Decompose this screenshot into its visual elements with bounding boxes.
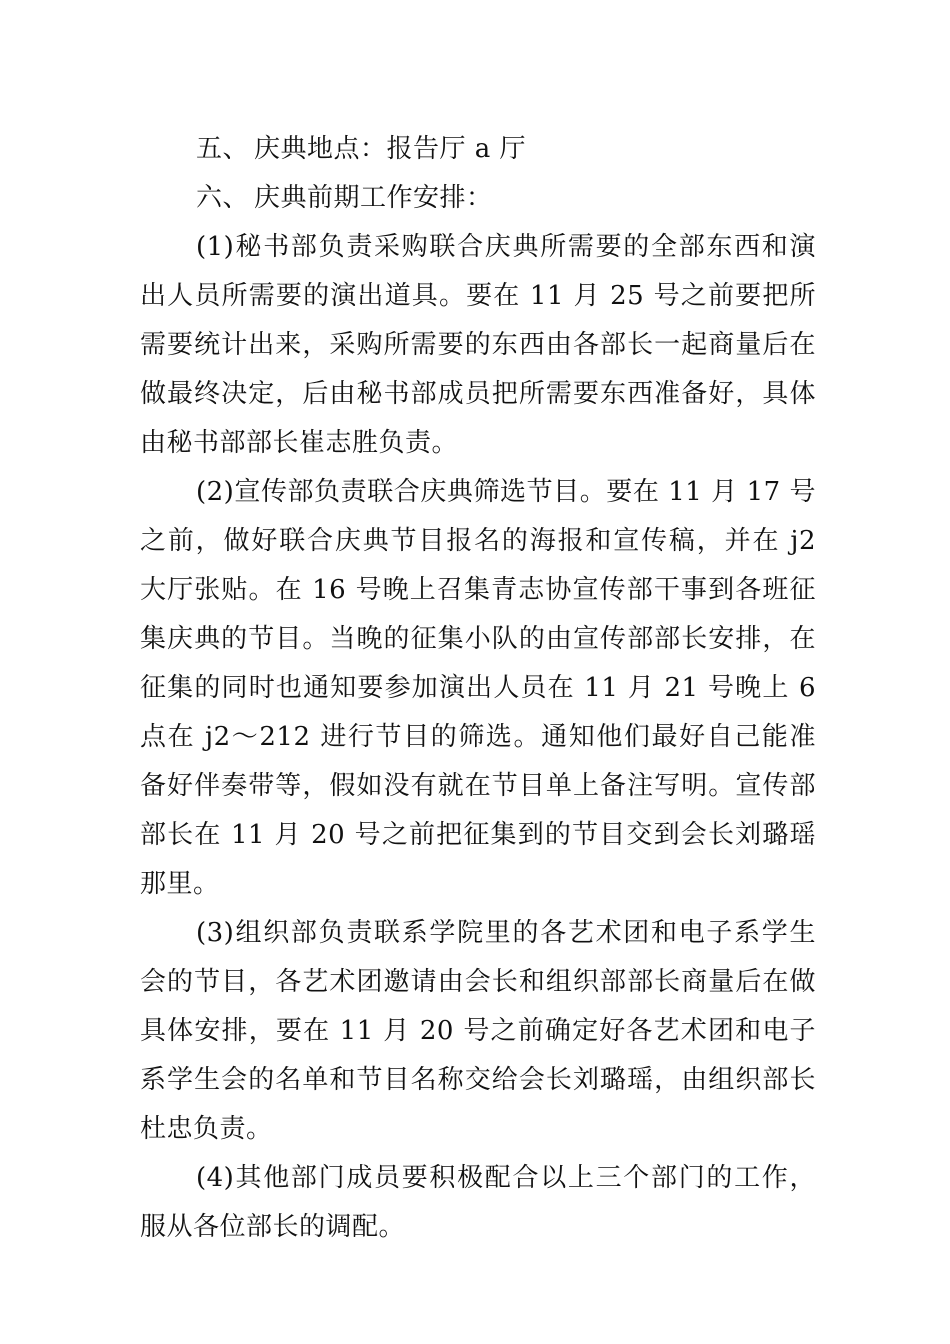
- document-body: [140, 125, 816, 1252]
- paragraph-organization: (3)组织部负责联系学院里的各艺术团和电子系学生会的节目，各艺术团邀请由会长和组织部部长商量后在做具体安排，要在 11 月 20 号之前确定好各艺术团和电子系学生会的名单和节目名称交给会长刘璐瑶，由组织部长杜忠负责。: [140, 918, 816, 1144]
- section-heading-venue: [140, 125, 816, 174]
- section-title: 庆典地点：报告厅 a 厅: [254, 134, 527, 164]
- paragraph-secretariat: (1)秘书部负责采购联合庆典所需要的全部东西和演出人员所需要的演出道具。要在 11 月 25 号之前要把所需要统计出来，采购所需要的东西由各部长一起商量后在做最终决定，后由秘书部成员把所需要东西准备好，具体由秘书部部长崔志胜负责。: [140, 232, 816, 458]
- paragraph-publicity: (2)宣传部负责联合庆典筛选节目。要在 11 月 17 号之前，做好联合庆典节目报名的海报和宣传稿，并在 j2 大厅张贴。在 16 号晚上召集青志协宣传部干事到各班征集庆典的节目。当晚的征集小队的由宣传部部长安排，在征集的同时也通知要参加演出人员在 11 月 21 号晚上 6 点在 j2～212 进行节目的筛选。通知他们最好自己能准备好伴奏带等，假如没有就在节目单上备注写明。宣传部部长在 11 月 20 号之前把征集到的节目交到会长刘璐瑶那里。: [140, 477, 816, 899]
- section-heading-preparation: [140, 174, 816, 223]
- section-title: 庆典前期工作安排：: [254, 183, 493, 213]
- section-number: 五、: [196, 134, 250, 164]
- paragraph-other-departments: (4)其他部门成员要积极配合以上三个部门的工作，服从各位部长的调配。: [140, 1163, 816, 1242]
- section-number: 六、: [196, 183, 250, 213]
